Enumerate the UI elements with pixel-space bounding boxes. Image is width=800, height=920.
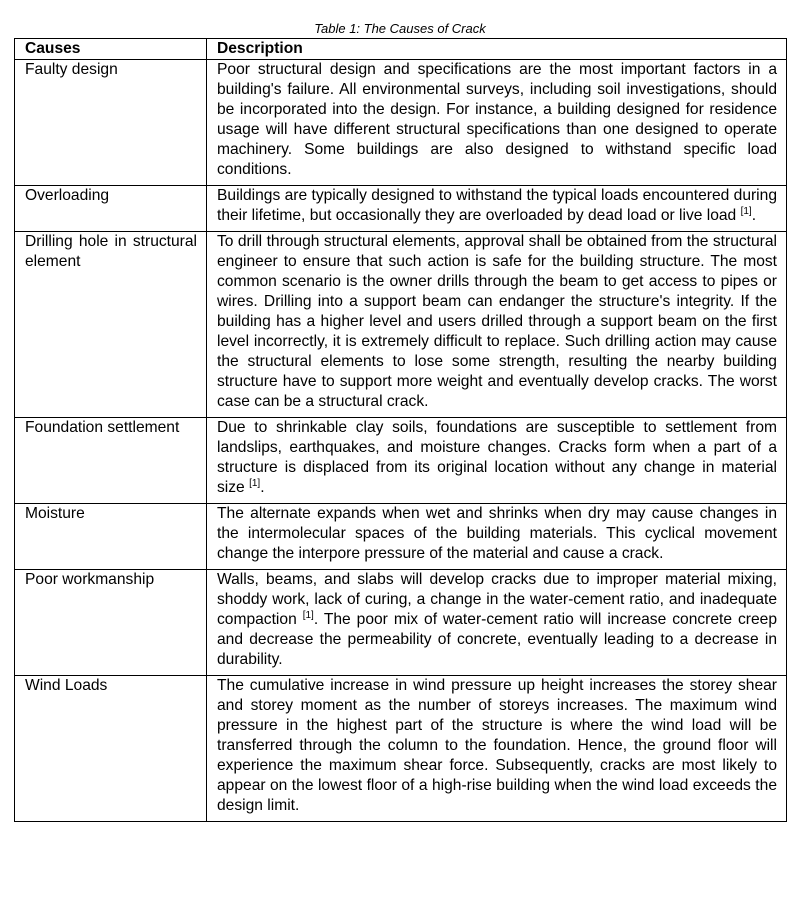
- table-row: [15, 676, 787, 822]
- description-cell: [207, 676, 787, 822]
- table-row: [15, 418, 787, 504]
- table-header-row: [15, 39, 787, 60]
- description-text: Due to shrinkable clay soils, foundations are susceptible to settlement from landslips, earthquakes, and moisture changes. Cracks form when a part of a structure is displaced from its original location without any change in material size: [217, 419, 777, 496]
- description-cell: [207, 570, 787, 676]
- description-text: The alternate expands when wet and shrinks when dry may cause changes in the intermolecular spaces of the building materials. This cyclical movement change the interpore pressure of the material and cause a crack.: [217, 505, 777, 562]
- description-cell: [207, 232, 787, 418]
- description-cell: [207, 504, 787, 570]
- table-row: [15, 60, 787, 186]
- cause-cell: Moisture: [15, 504, 207, 570]
- description-text-end: . The poor mix of water-cement ratio will increase concrete creep and decrease the permeability of concrete, eventually leading to a decrease in durability.: [217, 611, 777, 668]
- causes-table: [14, 38, 787, 822]
- description-cell: [207, 418, 787, 504]
- table-row: [15, 504, 787, 570]
- cause-cell: Overloading: [15, 186, 207, 232]
- description-text: Buildings are typically designed to withstand the typical loads encountered during their lifetime, but occasionally they are overloaded by dead load or live load: [217, 187, 777, 224]
- description-text: The cumulative increase in wind pressure up height increases the storey shear and storey moment as the number of storeys increases. The maximum wind pressure in the highest part of the structure is where the wind load will be transferred through the column to the foundation. Hence, the ground floor will experience the maximum shear force. Subsequently, cracks are most likely to appear on the lowest floor of a high-rise building when the wind load exceeds the design limit.: [217, 677, 777, 814]
- cause-cell: Foundation settlement: [15, 418, 207, 504]
- description-text: To drill through structural elements, approval shall be obtained from the structural engineer to ensure that such action is safe for the building structure. The most common scenario is the owner drills through the beam to get access to pipes or wires. Drilling into a support beam can endanger the structure's integrity. If the building has a higher level and users drilled through a support beam on the first level incorrectly, it is extremely difficult to replace. Such drilling action may cause the structural elements to lose some strength, resulting the nearby building structure have to support more weight and eventually develop cracks. The worst case can be a structural crack.: [217, 233, 777, 410]
- description-text: Walls, beams, and slabs will develop cracks due to improper material mixing, shoddy work, lack of curing, a change in the water-cement ratio, and inadequate compaction: [217, 571, 777, 628]
- description-cell: [207, 186, 787, 232]
- cause-cell: Poor workmanship: [15, 570, 207, 676]
- header-causes: Causes: [15, 39, 207, 60]
- table-caption: Table 1: The Causes of Crack: [314, 21, 486, 36]
- cause-cell: Wind Loads: [15, 676, 207, 822]
- description-cell: [207, 60, 787, 186]
- table-row: [15, 186, 787, 232]
- citation-ref: [1]: [302, 610, 314, 621]
- description-text-end: .: [751, 207, 757, 224]
- citation-ref: [1]: [740, 206, 752, 217]
- cause-cell: Faulty design: [15, 60, 207, 186]
- cause-cell: Drilling hole in structural element: [15, 232, 207, 418]
- description-text: Poor structural design and specifications are the most important factors in a building's failure. All environmental surveys, including soil investigations, should be incorporated into the design. For instance, a building designed for residence usage will have different structural specifications than one designed to operate machinery. Some buildings are also designed to withstand specific load conditions.: [217, 61, 777, 178]
- description-text-end: .: [260, 479, 265, 496]
- table-row: [15, 570, 787, 676]
- citation-ref: [1]: [249, 478, 261, 489]
- header-description: Description: [207, 39, 787, 60]
- table-row: [15, 232, 787, 418]
